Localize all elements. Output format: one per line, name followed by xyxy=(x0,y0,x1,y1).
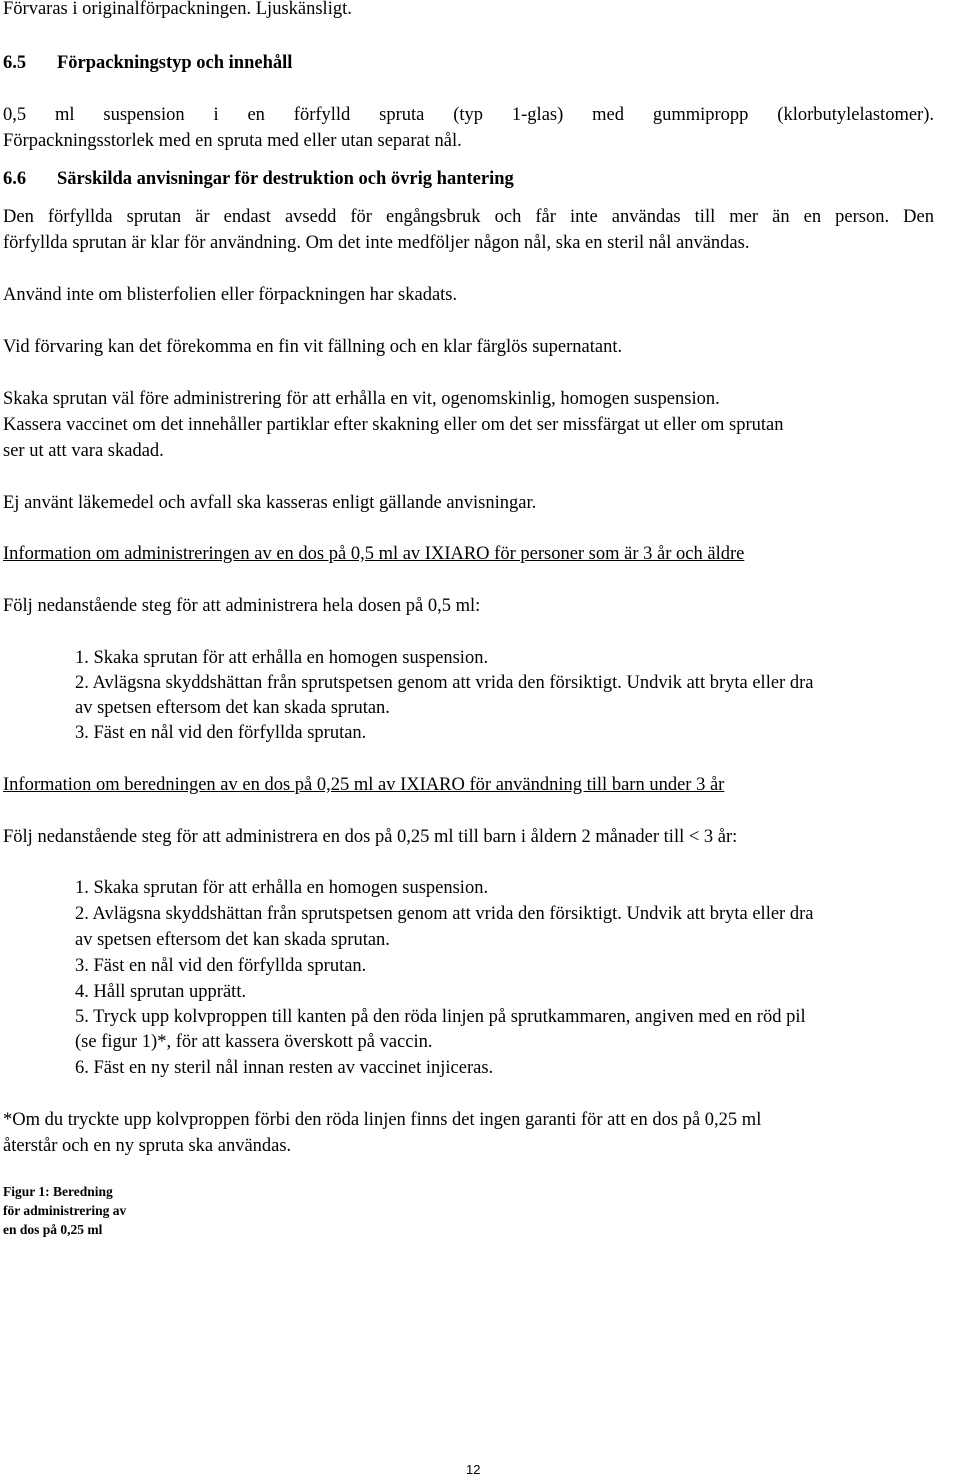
paragraph-line: Förpackningsstorlek med en spruta med eller utan separat nål. xyxy=(3,131,462,151)
list-item: 4. Håll sprutan upprätt. xyxy=(75,982,247,1002)
page-number: 12 xyxy=(466,1462,481,1477)
list-item: 2. Avlägsna skyddshättan från sprutspetsen genom att vrida den försiktigt. Undvik att bryta eller dra xyxy=(75,904,814,924)
list-item-continuation: av spetsen eftersom det kan skada sprutan. xyxy=(75,930,390,950)
list-item: 6. Fäst en ny steril nål innan resten av vaccinet injiceras. xyxy=(75,1058,494,1078)
paragraph-line: Vid förvaring kan det förekomma en fin vit fällning och en klar färglös supernatant. xyxy=(3,337,623,357)
subheading-child-dose: Information om beredningen av en dos på 0,25 ml av IXIARO för användning till barn under 3 år xyxy=(3,775,725,795)
list-item: 3. Fäst en nål vid den förfyllda sprutan. xyxy=(75,723,367,743)
paragraph-line: Den förfyllda sprutan är endast avsedd för engångsbruk och får inte användas till mer än en person. Den xyxy=(3,207,934,227)
list-item: 2. Avlägsna skyddshättan från sprutspetsen genom att vrida den försiktigt. Undvik att bryta eller dra xyxy=(75,673,814,693)
paragraph-line: Använd inte om blisterfolien eller förpackningen har skadats. xyxy=(3,285,458,305)
list-item: 5. Tryck upp kolvproppen till kanten på den röda linjen på sprutkammaren, angiven med en röd pil xyxy=(75,1007,806,1027)
list-item: 1. Skaka sprutan för att erhålla en homogen suspension. xyxy=(75,878,489,898)
paragraph-line: Skaka sprutan väl före administrering för att erhålla en vit, ogenomskinlig, homogen suspension. xyxy=(3,389,720,409)
footnote-line: *Om du tryckte upp kolvproppen förbi den röda linjen finns det ingen garanti för att en dos på 0,25 ml xyxy=(3,1110,762,1130)
section-title: Särskilda anvisningar för destruktion och övrig hantering xyxy=(57,169,514,189)
list-item: 3. Fäst en nål vid den förfyllda sprutan. xyxy=(75,956,367,976)
paragraph-line: ser ut att vara skadad. xyxy=(3,441,164,461)
section-title: Förpackningstyp och innehåll xyxy=(57,53,293,73)
paragraph-line: Ej använt läkemedel och avfall ska kasseras enligt gällande anvisningar. xyxy=(3,493,537,513)
instruction-intro: Följ nedanstående steg för att administrera en dos på 0,25 ml till barn i åldern 2 månader till < 3 år: xyxy=(3,827,738,847)
figure-caption: för administrering av xyxy=(3,1203,127,1218)
figure-caption: Figur 1: Beredning xyxy=(3,1184,113,1199)
list-item-continuation: av spetsen eftersom det kan skada sprutan. xyxy=(75,698,390,718)
paragraph-line: 0,5 ml suspension i en förfylld spruta (typ 1-glas) med gummipropp (klorbutylelastomer). xyxy=(3,105,934,125)
list-item: 1. Skaka sprutan för att erhålla en homogen suspension. xyxy=(75,648,489,668)
footnote-line: återstår och en ny spruta ska användas. xyxy=(3,1136,292,1156)
subheading-adult-dose: Information om administreringen av en dos på 0,5 ml av IXIARO för personer som är 3 år och äldre xyxy=(3,544,745,564)
paragraph-line: Kassera vaccinet om det innehåller partiklar efter skakning eller om det ser missfärgat ut eller om sprutan xyxy=(3,415,784,435)
section-6-6-heading xyxy=(3,166,514,192)
section-number: 6.5 xyxy=(3,53,27,73)
figure-caption: en dos på 0,25 ml xyxy=(3,1222,103,1237)
section-6-5-heading xyxy=(3,50,292,76)
paragraph-line: förfyllda sprutan är klar för användning. Om det inte medföljer någon nål, ska en steril nål användas. xyxy=(3,233,750,253)
section-number: 6.6 xyxy=(3,169,27,189)
storage-text: Förvaras i originalförpackningen. Ljuskänsligt. xyxy=(3,0,352,19)
instruction-intro: Följ nedanstående steg för att administrera hela dosen på 0,5 ml: xyxy=(3,596,481,616)
list-item-continuation: (se figur 1)*, för att kassera överskott på vaccin. xyxy=(75,1032,433,1052)
